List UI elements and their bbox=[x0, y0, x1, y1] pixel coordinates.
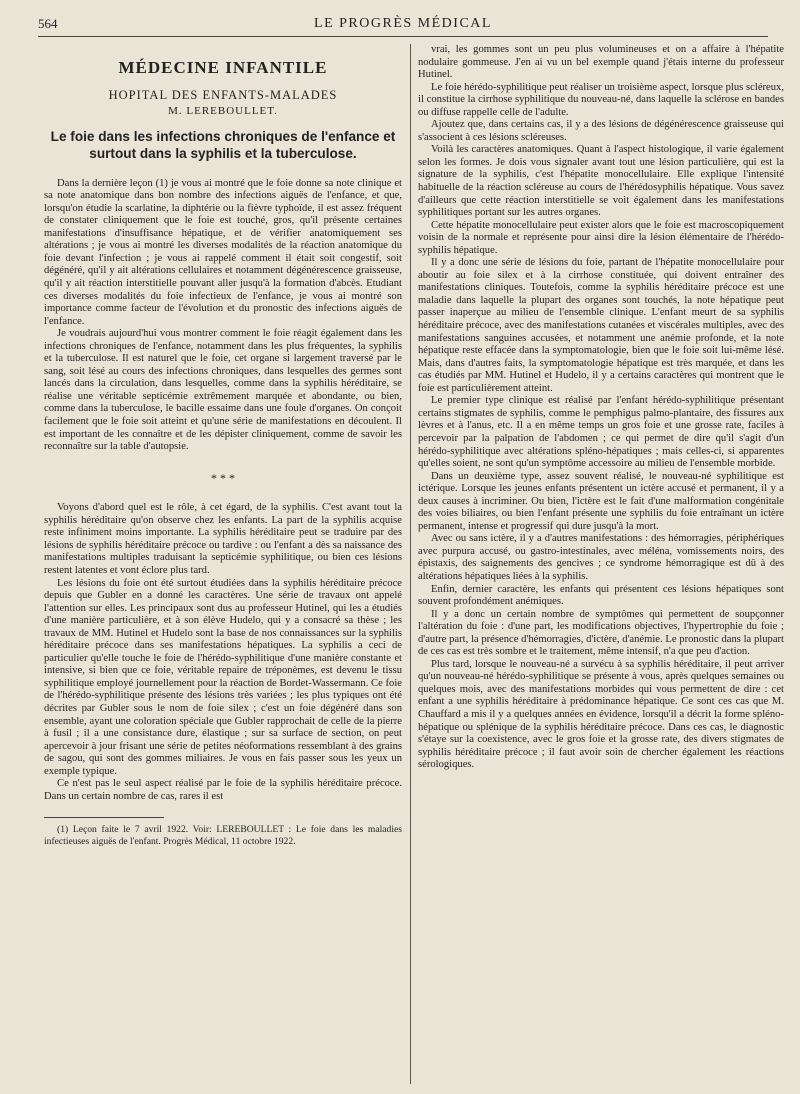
page-number: 564 bbox=[38, 16, 58, 31]
paragraph: Le foie hérédo-syphilitique peut réaliser un troisième aspect, lorsque plus scléreux, il constitue la cirrhose syphilitique du nouveau-né, dans laquelle la sclérose en bandes ou diffuse rappelle celle de l'adulte. bbox=[418, 81, 784, 118]
paragraph: Je voudrais aujourd'hui vous montrer comment le foie réagit également dans les infections chroniques de l'enfance, notamment dans les plus fréquentes, la syphilis et la tuberculose. Il est naturel que le foie, cet organe si largement traversé par le sang, soit lésé au cours des infections chroniques, dans lesquelles des germes sont lancés dans la circulation, dans lesquelles, comme dans la syphilis héréditaire, se réalise une véritable septicémie extrêmement marquée et abondante, ou bien, comme dans la tuberculose, le bacille essaime dans une foule d'organes. On conçoit facilement que le foie soit atteint et qu'une série de manifestations en découlent. Il est important de les connaître et de les dépister cliniquement, comme de savoir les reconnaître sur la table d'autopsie. bbox=[44, 328, 402, 453]
section-separator: * * * bbox=[211, 470, 235, 485]
paragraph: Cette hépatite monocellulaire peut exister alors que le foie est macroscopiquement voisin de la normale et représente pour ainsi dire la lésion élémentaire de l'hérédo-syphilis hépatique. bbox=[418, 219, 784, 256]
paragraph: Enfin, dernier caractère, les enfants qui présentent ces lésions hépatiques sont souvent profondément anémiques. bbox=[418, 583, 784, 608]
paragraph: Avec ou sans ictère, il y a d'autres manifestations : des hémorragies, périphériques avec purpura accusé, ou gastro-intestinales, avec méléna, vomissements noirs, des épistaxis, des saignements des gencives ; ce syndrome hémorragique est dû à des altérations hépatiques liées à la syphilis. bbox=[418, 533, 784, 582]
footnote: (1) Leçon faite le 7 avril 1922. Voir: LEREBOULLET : Le foie dans les maladies infectieuses aiguës de l'enfant. Progrès Médical, 11 octobre 1922. bbox=[44, 824, 402, 847]
author-name: M. LEREBOULLET. bbox=[168, 105, 278, 118]
hospital-name: HOPITAL DES ENFANTS-MALADES bbox=[108, 87, 338, 102]
paragraph: Dans la dernière leçon (1) je vous ai montré que le foie donne sa note clinique et sa note anatomique dans bon nombre des infections aiguës de l'enfance, et que, lorsqu'on étudie la scarlatine, la diphtérie ou la fièvre typhoïde, il est assez fréquent de constater cliniquement que le foie est touché, gros, qu'il présente certaines manifestations d'insuffisance hépatique, et de vérifier anatomiquement ses altérations ; je vous ai montré les diverses modalités de la réaction anatomique du foie devant l'infection ; je vous ai rappelé comment il était soit congestif, soit dégénéré, qu'il y ait altérations cellulaires et notamment dégénérescence graisseuse, qu'il y ait réaction interstitielle pouvant aller jusqu'à la formation d'abcès. Etudiant ces diverses modalités du foie infectieux de l'enfance, je vous ai montré son importance comme facteur de l'évolution et du pronostic des infections aiguës de l'enfance. bbox=[44, 177, 402, 327]
article-title: Le foie dans les infections chroniques de l'enfance et surtout dans la syphilis et la tuberculose. bbox=[50, 128, 396, 161]
left-column bbox=[44, 44, 402, 848]
paragraph: Ce n'est pas le seul aspect réalisé par le foie de la syphilis héréditaire précoce. Dans un certain nombre de cas, rares il est bbox=[44, 778, 402, 802]
paragraph: Le premier type clinique est réalisé par l'enfant hérédo-syphilitique présentant certains stigmates de syphilis, comme le pemphigus palmo-plantaire, des fissures aux lèvres et à l'anus, etc. Il a en même temps un gros foie et une grosse rate, faciles à percevoir par la palpation de l'abdomen ; ce qui permet de dire qu'il s'agit d'un hérédo-syphilitique avec altérations spléno-hépatiques ; mais celles-ci, si apparentes qu'elles soient, ne sont qu'un symptôme accessoire au milieu de l'ensemble morbide. bbox=[418, 395, 784, 470]
paragraph: Ajoutez que, dans certains cas, il y a des lésions de dégénérescence graisseuse qui s'associent à ces lésions scléreuses. bbox=[418, 119, 784, 143]
paragraph: vrai, les gommes sont un peu plus volumineuses et on a affaire à l'hépatite nodulaire gommeuse. J'en ai vu un bel exemple quand j'étais interne du professeur Hutinel. bbox=[418, 44, 784, 81]
footnote-rule bbox=[44, 817, 164, 818]
paragraph: Plus tard, lorsque le nouveau-né a survécu à sa syphilis héréditaire, il peut arriver qu'un nouveau-né hérédo-syphilitique se présente à vous, après quelques semaines ou quelques mois, avec des manifestations morbides qui vous permettent de dire : cet enfant a une syphilis héréditaire à prédominance hépatique. Ce sont ces cas que M. Chauffard a mis il y a quelques années en évidence, lorsqu'il a décrit la forme spléno-hépatique ou splénique de la syphilis héréditaire précoce. Dans ces cas, le diagnostic s'étaye sur la coexistence, avec le gros foie et la grosse rate, des divers stigmates de syphilis héréditaire précoce ; il faut avoir soin de chercher également les réactions sérologiques. bbox=[418, 658, 784, 771]
paragraph: Voilà les caractères anatomiques. Quant à l'aspect histologique, il varie également selon les formes. Je dois vous signaler avant tout une lésion particulière, qui est la signature de la syphilis, c'est l'hépatite monocellulaire. Elle explique l'intensité habituelle de la réaction scléreuse au cours de l'hérédosyphilis hépatique. Vous savez d'ailleurs que cette réaction interstitielle se voit également dans les manifestations syphilitiques portant sur les autres organes. bbox=[418, 144, 784, 219]
journal-title: LE PROGRÈS MÉDICAL bbox=[314, 16, 492, 31]
paragraph: Il y a donc un certain nombre de symptômes qui permettent de soupçonner l'altération du foie : d'une part, les modifications objectives, l'hypertrophie du foie ; d'autre part, la présence d'hémorragies, d'ictère, d'anémie. Le pronostic dans la plupart de ces cas est très sombre et le traitement, même intensif, n'a que peu d'action. bbox=[418, 608, 784, 658]
right-column bbox=[418, 44, 784, 772]
paragraph: Voyons d'abord quel est le rôle, à cet égard, de la syphilis. C'est avant tout la syphilis héréditaire qu'on observe chez les enfants. La part de la syphilis acquise reste infiniment moins importante. La syphilis héréditaire peut se traduire par des lésions de syphilis héréditaire précoce ou tardive : ou l'enfant a dès sa naissance des manifestations multiples traduisant la septicémie syphilitique, ou bien ces lésions restent latentes et vont éclore plus tard. bbox=[44, 502, 402, 576]
column-divider bbox=[410, 44, 411, 1084]
paragraph: Les lésions du foie ont été surtout étudiées dans la syphilis héréditaire précoce depuis que Gubler en a donné les caractères. Une série de travaux ont appelé l'attention sur elles. Les principaux sont dus au professeur Hutinel, qui les a étudiés d'une manière particulière, et à son élève Hudelo, qui y a consacré sa thèse ; les travaux de MM. Hutinel et Hudelo sont la base de nos connaissances sur la syphilis héréditaire précoce dans ses manifestations hépatiques. La syphilis a ceci de particulier qu'elle touche le foie de l'hérédo-syphilitique d'une manière constante et intensive, si bien que ce foie, véritable repaire de tréponèmes, est devenu le tissu syphilitique employé journellement pour la réaction de Bordet-Wassermann. Ce foie de l'hérédo-syphilitique présente des lésions très variées ; les plus typiques ont été décrites par Gubler sous le nom de foie silex ; c'est un foie dégénéré dans son ensemble, ayant une coloration spéciale que Gubler rapprochait de celle de la pierre à fusil ; il a une consistance dure, élastique ; sur sa surface de section, on peut apercevoir à jour frisant une série de petites néoformations ressemblant à des grains de sagou, qui sont des gommes miliaires. Je vous en fais passer sous les yeux un exemple typique. bbox=[44, 577, 402, 777]
section-heading: MÉDECINE INFANTILE bbox=[118, 58, 328, 77]
running-header bbox=[38, 14, 768, 37]
paragraph: Dans un deuxième type, assez souvent réalisé, le nouveau-né syphilitique est ictérique. Lorsque les jeunes enfants présentent un ictère accusé et permanent, il y a deux causes à incriminer. Ou bien, l'ictère est le fait d'une malformation congénitale des voies biliaires, ou bien l'enfant présente une syphilis du foie entraînant un ictère permanent, intense et progressif qui dure jusqu'à la mort. bbox=[418, 470, 784, 532]
paragraph: Il y a donc une série de lésions du foie, partant de l'hépatite monocellulaire pour aboutir au foie silex et à la cirrhose constituée, qui doivent entraîner des manifestations cliniques. Toutefois, comme la syphilis héréditaire précoce est une maladie dans laquelle la plupart des organes sont touchés, la note hépatique peut passer inaperçue au milieu de l'ensemble clinique. L'enfant meurt de sa syphilis héréditaire précoce, avec des manifestations cutanées et viscérales multiples, avec des manifestations sanguines accusées, et notamment une anémie profonde, et la note hépatique reste effacée dans la symptomatologie, bien que le foie soit lui-même lésé. Mais, dans d'autres faits, la symptomatologie hépatique est très marquée, et dans les cas étudiés par MM. Hutinel et Hudelo, il y a certains caractères qui montrent que le foie est particulièrement atteint. bbox=[418, 257, 784, 394]
